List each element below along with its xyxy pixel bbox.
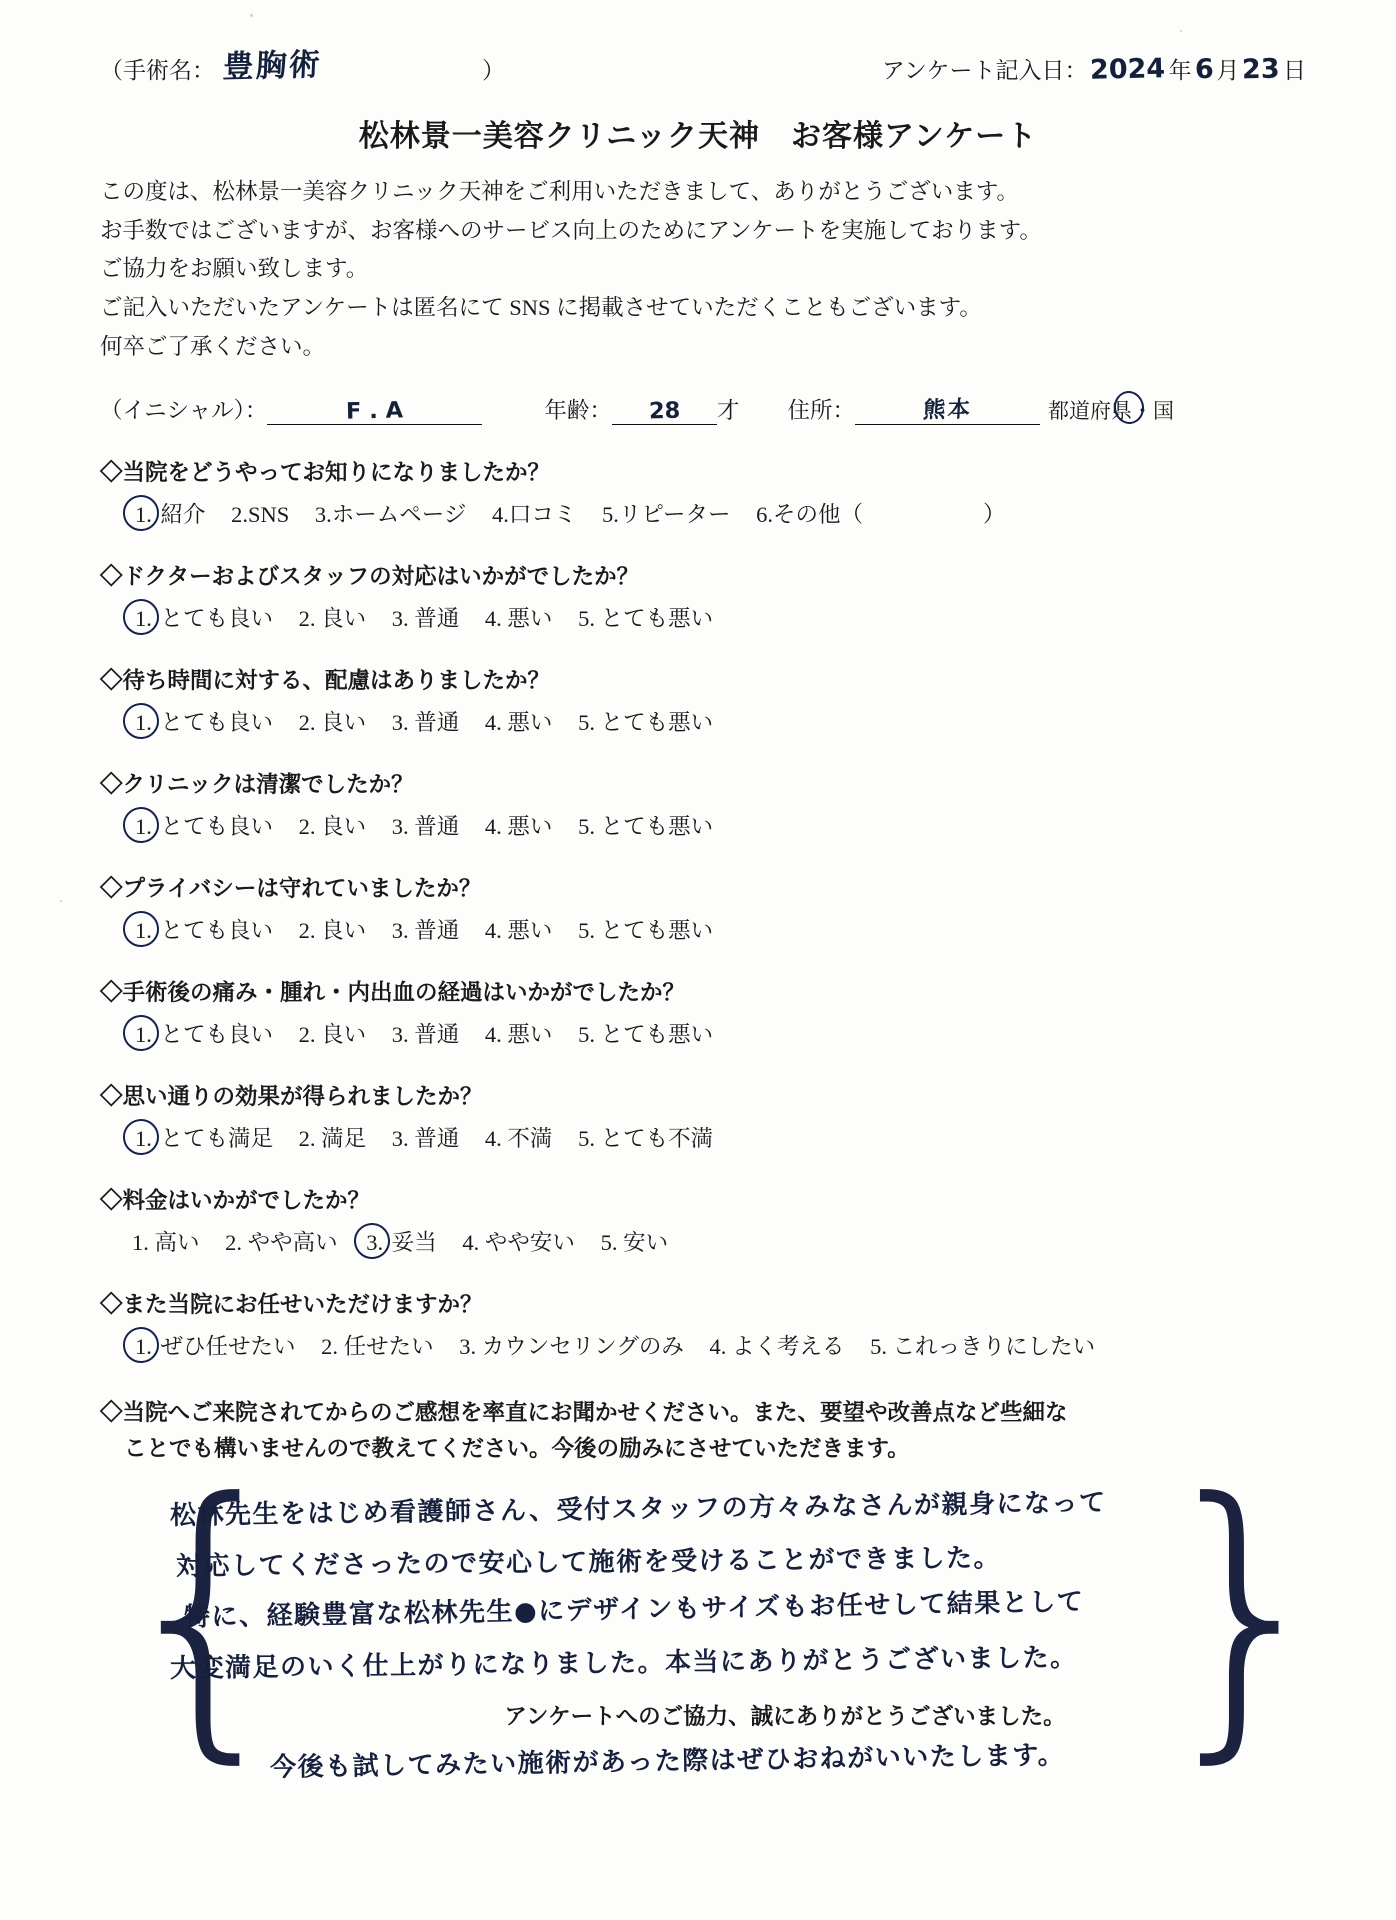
- question-text: ◇また当院にお任せいただけますか？: [100, 1292, 483, 1318]
- option-5[interactable]: [578, 705, 713, 737]
- option-2[interactable]: [321, 1329, 434, 1361]
- option-1[interactable]: [132, 1017, 273, 1049]
- entry-date-month-unit: 月: [1216, 58, 1240, 83]
- option-label: とても良い: [160, 710, 274, 736]
- option-number: 2.: [298, 918, 316, 944]
- question-block-5: [70, 871, 1326, 945]
- entry-date-day-unit: 日: [1283, 58, 1306, 83]
- option-label: 悪い: [507, 710, 553, 736]
- option-5[interactable]: [578, 1121, 713, 1153]
- option-number: 5.: [578, 1126, 595, 1152]
- brace-right-icon: }: [1149, 1439, 1340, 1789]
- address-label: 住所：: [787, 398, 855, 424]
- surgery-name-close-paren: ）: [482, 58, 505, 83]
- option-label: やや高い: [247, 1230, 338, 1256]
- option-4[interactable]: [485, 1121, 553, 1153]
- option-label: 紹介: [160, 502, 206, 528]
- option-number: 1.: [132, 1022, 155, 1048]
- option-number: 2.: [231, 502, 249, 528]
- question-block-7: [70, 1079, 1326, 1153]
- option-label: 悪い: [507, 918, 553, 944]
- option-number: 3.: [391, 606, 409, 632]
- option-4[interactable]: [492, 497, 576, 529]
- scan-speckle: [1180, 30, 1182, 32]
- option-5[interactable]: [870, 1329, 1095, 1361]
- option-number: 5.: [578, 710, 595, 736]
- question-options: [100, 705, 1326, 737]
- question-text: ◇当院をどうやってお知りになりましたか？: [100, 460, 551, 486]
- intro-line: この度は、松林景一美容クリニック天神をご利用いただきまして、ありがとうございます。: [100, 179, 1019, 204]
- question-options: [100, 1329, 1326, 1361]
- option-number: 1.: [132, 710, 155, 736]
- address-suffix: 都道府県・国: [1047, 399, 1174, 424]
- option-number: 3.: [363, 1230, 386, 1256]
- option-number: 4.: [709, 1334, 727, 1360]
- option-label: やや安い: [484, 1230, 575, 1256]
- option-4[interactable]: [485, 705, 553, 737]
- option-5[interactable]: [578, 1017, 713, 1049]
- question-text: ◇思い通りの効果が得られましたか？: [100, 1084, 483, 1110]
- option-number: 2.: [298, 814, 316, 840]
- handwritten-line: 特に、経験豊富な松林先生●にデザインもサイズもお任せして結果として: [183, 1587, 1085, 1634]
- entry-date-field: [882, 52, 1306, 85]
- option-5[interactable]: [578, 809, 713, 841]
- option-number: 3.: [391, 710, 409, 736]
- option-label: とても悪い: [600, 918, 714, 944]
- option-label: 良い: [321, 918, 367, 944]
- initial-label: （イニシャル）：: [100, 398, 268, 424]
- age-label: 年齢：: [544, 398, 612, 424]
- option-2[interactable]: [299, 601, 367, 633]
- option-number: 2.: [298, 1126, 316, 1152]
- option-3[interactable]: [392, 1017, 460, 1049]
- option-number: 5.: [578, 606, 595, 632]
- question-block-3: [70, 663, 1326, 737]
- option-2[interactable]: [299, 913, 367, 945]
- option-number: 3.: [314, 502, 332, 528]
- option-4[interactable]: [485, 913, 553, 945]
- intro-paragraph: [70, 173, 1326, 366]
- option-label: 良い: [321, 814, 367, 840]
- option-number: 2.: [298, 606, 316, 632]
- option-label: 満足: [321, 1126, 367, 1152]
- question-text: ◇手術後の痛み・腫れ・内出血の経過はいかがでしたか？: [100, 980, 686, 1006]
- option-label: 良い: [321, 1022, 367, 1048]
- option-4[interactable]: [485, 601, 553, 633]
- option-4[interactable]: [709, 1329, 844, 1361]
- option-1[interactable]: [132, 601, 273, 633]
- option-4[interactable]: [485, 1017, 553, 1049]
- option-label: 普通: [414, 710, 460, 736]
- question-options: [100, 809, 1326, 841]
- option-number: 1.: [132, 1334, 155, 1360]
- option-number: 4.: [484, 1126, 502, 1152]
- option-number: 2.: [225, 1230, 243, 1256]
- intro-line: ご協力をお願い致します。: [100, 256, 369, 282]
- option-number: 1.: [132, 502, 155, 528]
- question-options: [100, 1017, 1326, 1049]
- option-1[interactable]: [132, 809, 273, 841]
- option-number: 2.: [298, 1022, 316, 1048]
- option-label: 妥当: [391, 1230, 437, 1256]
- option-label: ぜひ任せたい: [160, 1334, 296, 1360]
- entry-date-year: 2024: [1090, 53, 1166, 86]
- option-label: カウンセリングのみ: [481, 1334, 684, 1360]
- option-3[interactable]: [392, 601, 460, 633]
- option-number: 5.: [578, 814, 595, 840]
- handwritten-line: 松林先生をはじめ看護師さん、受付スタッフの方々みなさんが親身になって: [169, 1488, 1107, 1532]
- option-number: 5.: [578, 1022, 595, 1048]
- option-number: 2.: [321, 1334, 339, 1360]
- free-comment-question-line1: ◇当院へご来院されてからのご感想を率直にお聞かせください。また、要望や改善点など些細な: [100, 1400, 1068, 1426]
- option-label: 普通: [414, 606, 460, 632]
- option-number: 4.: [484, 1022, 502, 1048]
- option-label: 普通: [414, 918, 460, 944]
- option-label: 高い: [154, 1230, 200, 1256]
- question-block-6: [70, 975, 1326, 1049]
- option-label: とても悪い: [600, 606, 714, 632]
- option-1[interactable]: [132, 705, 273, 737]
- handwritten-line: 大変満足のいく仕上がりになりました。本当にありがとうございました。: [169, 1643, 1078, 1685]
- option-label: ホームページ: [331, 502, 467, 528]
- option-label: よく考える: [731, 1334, 845, 1360]
- question-options: [100, 601, 1326, 633]
- question-block-4: [70, 767, 1326, 841]
- option-number: 3.: [459, 1334, 477, 1360]
- question-text: ◇料金はいかがでしたか？: [100, 1188, 371, 1214]
- option-label: 普通: [414, 1022, 460, 1048]
- option-label: とても満足: [160, 1126, 274, 1152]
- option-number: 1.: [132, 1230, 149, 1256]
- option-3[interactable]: [392, 809, 460, 841]
- option-label: とても良い: [160, 1022, 274, 1048]
- option-number: 1.: [132, 1126, 155, 1152]
- option-label: 普通: [414, 1126, 460, 1152]
- handwritten-postscript: 今後も試してみたい施術があった際はぜひおねがいいたします。: [269, 1740, 1066, 1784]
- option-2[interactable]: [299, 705, 367, 737]
- option-label: これっきりにしたい: [892, 1334, 1096, 1360]
- option-label: 任せたい: [343, 1334, 434, 1360]
- question-text: ◇ドクターおよびスタッフの対応はいかがでしたか？: [100, 564, 640, 590]
- option-label: 良い: [321, 710, 367, 736]
- option-4[interactable]: [485, 809, 553, 841]
- entry-date-day: 23: [1242, 53, 1281, 86]
- question-text: ◇クリニックは清潔でしたか？: [100, 772, 414, 798]
- address-input[interactable]: [855, 392, 1040, 425]
- option-5[interactable]: [578, 601, 713, 633]
- option-label: その他（: [772, 502, 863, 528]
- option-1[interactable]: [132, 1225, 200, 1257]
- question-options: [100, 1121, 1326, 1153]
- handwritten-line: 対応してくださったので安心して施術を受けることができました。: [175, 1543, 1002, 1583]
- intro-line: 何卒ご了承ください。: [100, 333, 326, 359]
- option-label: SNS: [248, 502, 290, 528]
- option-2[interactable]: [299, 1121, 367, 1153]
- question-options: [100, 1225, 1326, 1257]
- question-block-8: [70, 1183, 1326, 1257]
- initial-input[interactable]: [267, 398, 482, 425]
- option-label: とても不満: [600, 1126, 714, 1152]
- question-text: ◇プライバシーは守れていましたか？: [100, 876, 482, 902]
- option-label: 悪い: [507, 606, 553, 632]
- option-5[interactable]: [601, 1225, 669, 1257]
- option-2[interactable]: [299, 1017, 367, 1049]
- option-1[interactable]: [132, 1329, 296, 1361]
- option-number: 5.: [578, 918, 595, 944]
- page-title: 松林景一美容クリニック天神 お客様アンケート: [358, 120, 1038, 153]
- scan-speckle: [250, 14, 253, 17]
- option-number: 4.: [484, 710, 502, 736]
- option-close-paren: ）: [983, 502, 1006, 528]
- entry-date-year-unit: 年: [1168, 58, 1192, 83]
- thanks-line: アンケートへのご協力、誠にありがとうございました。: [504, 1704, 1066, 1730]
- age-value: 28: [648, 398, 681, 425]
- option-3[interactable]: [392, 913, 460, 945]
- question-options: [100, 913, 1326, 945]
- address-suffix-group[interactable]: [1048, 395, 1174, 425]
- question-block-1: [70, 455, 1326, 529]
- option-number: 6.: [756, 502, 773, 528]
- question-options: [100, 497, 1326, 529]
- surgery-name-value: 豊胸術: [222, 46, 323, 86]
- option-label: 安い: [623, 1230, 669, 1256]
- form-header-row: [70, 40, 1326, 85]
- option-number: 5.: [600, 1230, 618, 1256]
- option-number: 1.: [132, 606, 155, 632]
- option-1[interactable]: [132, 497, 206, 529]
- option-label: とても良い: [160, 814, 274, 840]
- personal-info-row: [70, 392, 1326, 425]
- option-5[interactable]: [602, 497, 730, 529]
- option-1[interactable]: [132, 1121, 273, 1153]
- entry-date-month: 6: [1194, 53, 1214, 86]
- option-label: とても悪い: [600, 1022, 714, 1048]
- option-number: 5.: [870, 1334, 887, 1360]
- option-3[interactable]: [459, 1329, 684, 1361]
- option-label: 不満: [507, 1126, 553, 1152]
- entry-date-label: アンケート記入日：: [881, 58, 1088, 83]
- option-number: 3.: [391, 1126, 409, 1152]
- option-5[interactable]: [578, 913, 713, 945]
- intro-line: お手数ではございますが、お客様へのサービス向上のためにアンケートを実施しております。: [100, 217, 1042, 243]
- scan-speckle: [60, 900, 62, 902]
- handwritten-answer-text: [169, 1488, 1280, 1784]
- option-3[interactable]: [392, 705, 460, 737]
- surgery-name-field: [100, 40, 505, 85]
- question-block-9: [70, 1287, 1326, 1361]
- option-number: 4.: [491, 502, 509, 528]
- option-6[interactable]: [756, 497, 1005, 529]
- option-3[interactable]: [315, 497, 466, 529]
- option-label: 良い: [321, 606, 367, 632]
- option-label: とても悪い: [600, 710, 714, 736]
- option-number: 4.: [462, 1230, 480, 1256]
- option-number: 3.: [391, 1022, 409, 1048]
- question-block-2: [70, 559, 1326, 633]
- option-1[interactable]: [132, 913, 273, 945]
- age-input[interactable]: [612, 398, 717, 425]
- option-number: 1.: [132, 918, 155, 944]
- option-number: 2.: [298, 710, 316, 736]
- brace-left-icon: {: [110, 1439, 301, 1789]
- age-unit: 才: [716, 398, 740, 424]
- option-number: 4.: [484, 814, 502, 840]
- option-label: 口コミ: [508, 502, 577, 528]
- option-label: 悪い: [507, 814, 553, 840]
- option-number: 4.: [484, 918, 502, 944]
- option-2[interactable]: [225, 1225, 338, 1257]
- free-comment-question-line2: ことでも構いませんので教えてください。今後の励みにさせていただきます。: [124, 1436, 910, 1462]
- option-number: 3.: [391, 918, 409, 944]
- option-number: 4.: [484, 606, 502, 632]
- intro-line: ご記入いただいたアンケートは匿名にて SNS に掲載させていただくこともございます。: [100, 295, 982, 321]
- option-label: リピーター: [618, 502, 731, 528]
- option-label: とても良い: [160, 606, 274, 632]
- surgery-name-label: （手術名：: [100, 58, 215, 83]
- option-2[interactable]: [231, 502, 289, 528]
- option-label: とても悪い: [600, 814, 714, 840]
- option-number: 5.: [602, 502, 619, 528]
- option-3[interactable]: [392, 1121, 460, 1153]
- address-value: 熊本: [922, 396, 973, 425]
- option-label: 悪い: [507, 1022, 553, 1048]
- initial-value: F . A: [346, 397, 404, 426]
- question-text: ◇待ち時間に対する、配慮はありましたか？: [100, 668, 551, 694]
- option-4[interactable]: [462, 1225, 575, 1257]
- option-label: 普通: [414, 814, 460, 840]
- option-2[interactable]: [299, 809, 367, 841]
- option-3[interactable]: [363, 1225, 437, 1257]
- option-number: 3.: [391, 814, 409, 840]
- option-number: 1.: [132, 814, 155, 840]
- option-label: とても良い: [160, 918, 274, 944]
